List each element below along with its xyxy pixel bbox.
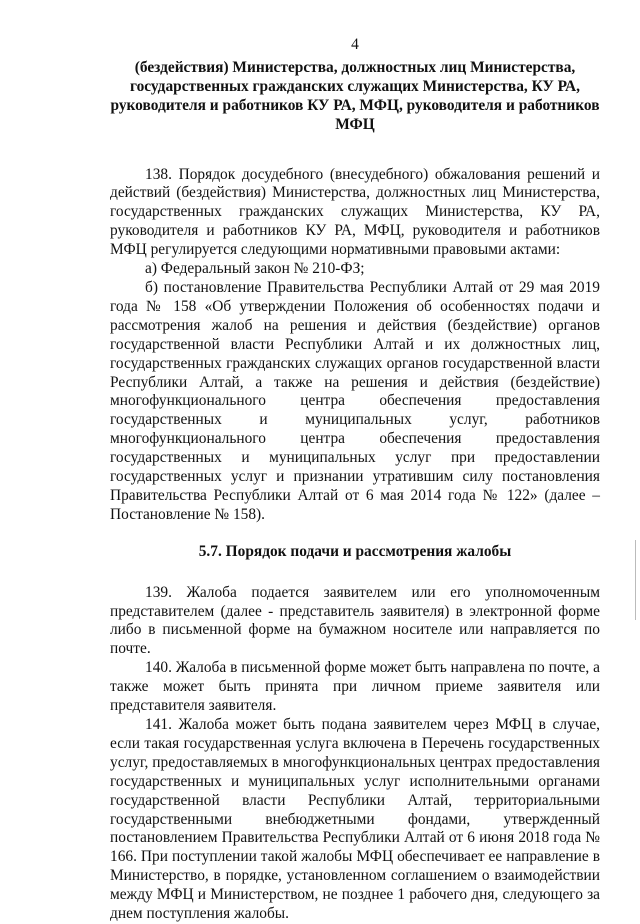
body-part-1	[110, 166, 600, 525]
paragraph-p138b: б) постановление Правительства Республики Алтай от 29 мая 2019 года № 158 «Об утверждении Положения об особенностях подачи и рассмотрения жалоб на решения и действия (бездействие) органов государственной власти Республики Алтай и их должностных лиц, государственных гражданских служащих органов государственной власти Республики Алтай, а также на решения и действия (бездействие) многофункционального центра обеспечения предоставления государственных и муниципальных услуг, работников многофункционального центра обеспечения предоставления государственных и муниципальных услуг при предоставлении государственных услуг и признании утратившим силу постановления Правительства Республики Алтай от 6 мая 2014 года № 122» (далее – Постановление № 158).	[110, 278, 600, 523]
scan-edge-mark	[635, 540, 636, 620]
section-heading-continued: (бездействия) Министерства, должностных лиц Министерства, государственных гражданских служащих Министерства, КУ РА, руководителя и работников КУ РА, МФЦ, руководителя и работников МФЦ	[110, 58, 600, 133]
page-number: 4	[351, 36, 359, 53]
paragraph-p139: 139. Жалоба подается заявителем или его уполномоченным представителем (далее - представитель заявителя) в электронной форме либо в письменной форме на бумажном носителе или направляется по почте.	[110, 583, 600, 658]
paragraph-p138a: а) Федеральный закон № 210-ФЗ;	[145, 260, 365, 278]
paragraph-p138: 138. Порядок досудебного (внесудебного) обжалования решений и действий (бездействия) Министерства, должностных лиц Министерства, государственных гражданских служащих Министерства, КУ РА, руководителя и работников КУ РА, МФЦ, руководителя и работников МФЦ регулируется следующими нормативными правовыми актами:	[110, 165, 600, 259]
section-title: 5.7. Порядок подачи и рассмотрения жалобы	[198, 542, 512, 560]
paragraph-p140: 140. Жалоба в письменной форме может быть направлена по почте, а также может быть принята при личном приеме заявителя или представителя заявителя.	[110, 659, 600, 715]
paragraph-p141: 141. Жалоба может быть подана заявителем через МФЦ в случае, если такая государственная услуга включена в Перечень государственных услуг, предоставляемых в многофункциональных центрах предоставления государственных и муниципальных услуг исполнительными органами государственной власти Республики Алтай, территориальными государственными внебюджетными фондами, утвержденный постановлением Правительства Республики Алтай от 6 июня 2018 года № 166. При поступлении такой жалобы МФЦ обеспечивает ее направление в Министерство, в порядке, установленном соглашением о взаимодействии между МФЦ и Министерством, не позднее 1 рабочего дня, следующего за днем поступления жалобы.	[110, 716, 600, 923]
body-part-2	[110, 584, 600, 924]
